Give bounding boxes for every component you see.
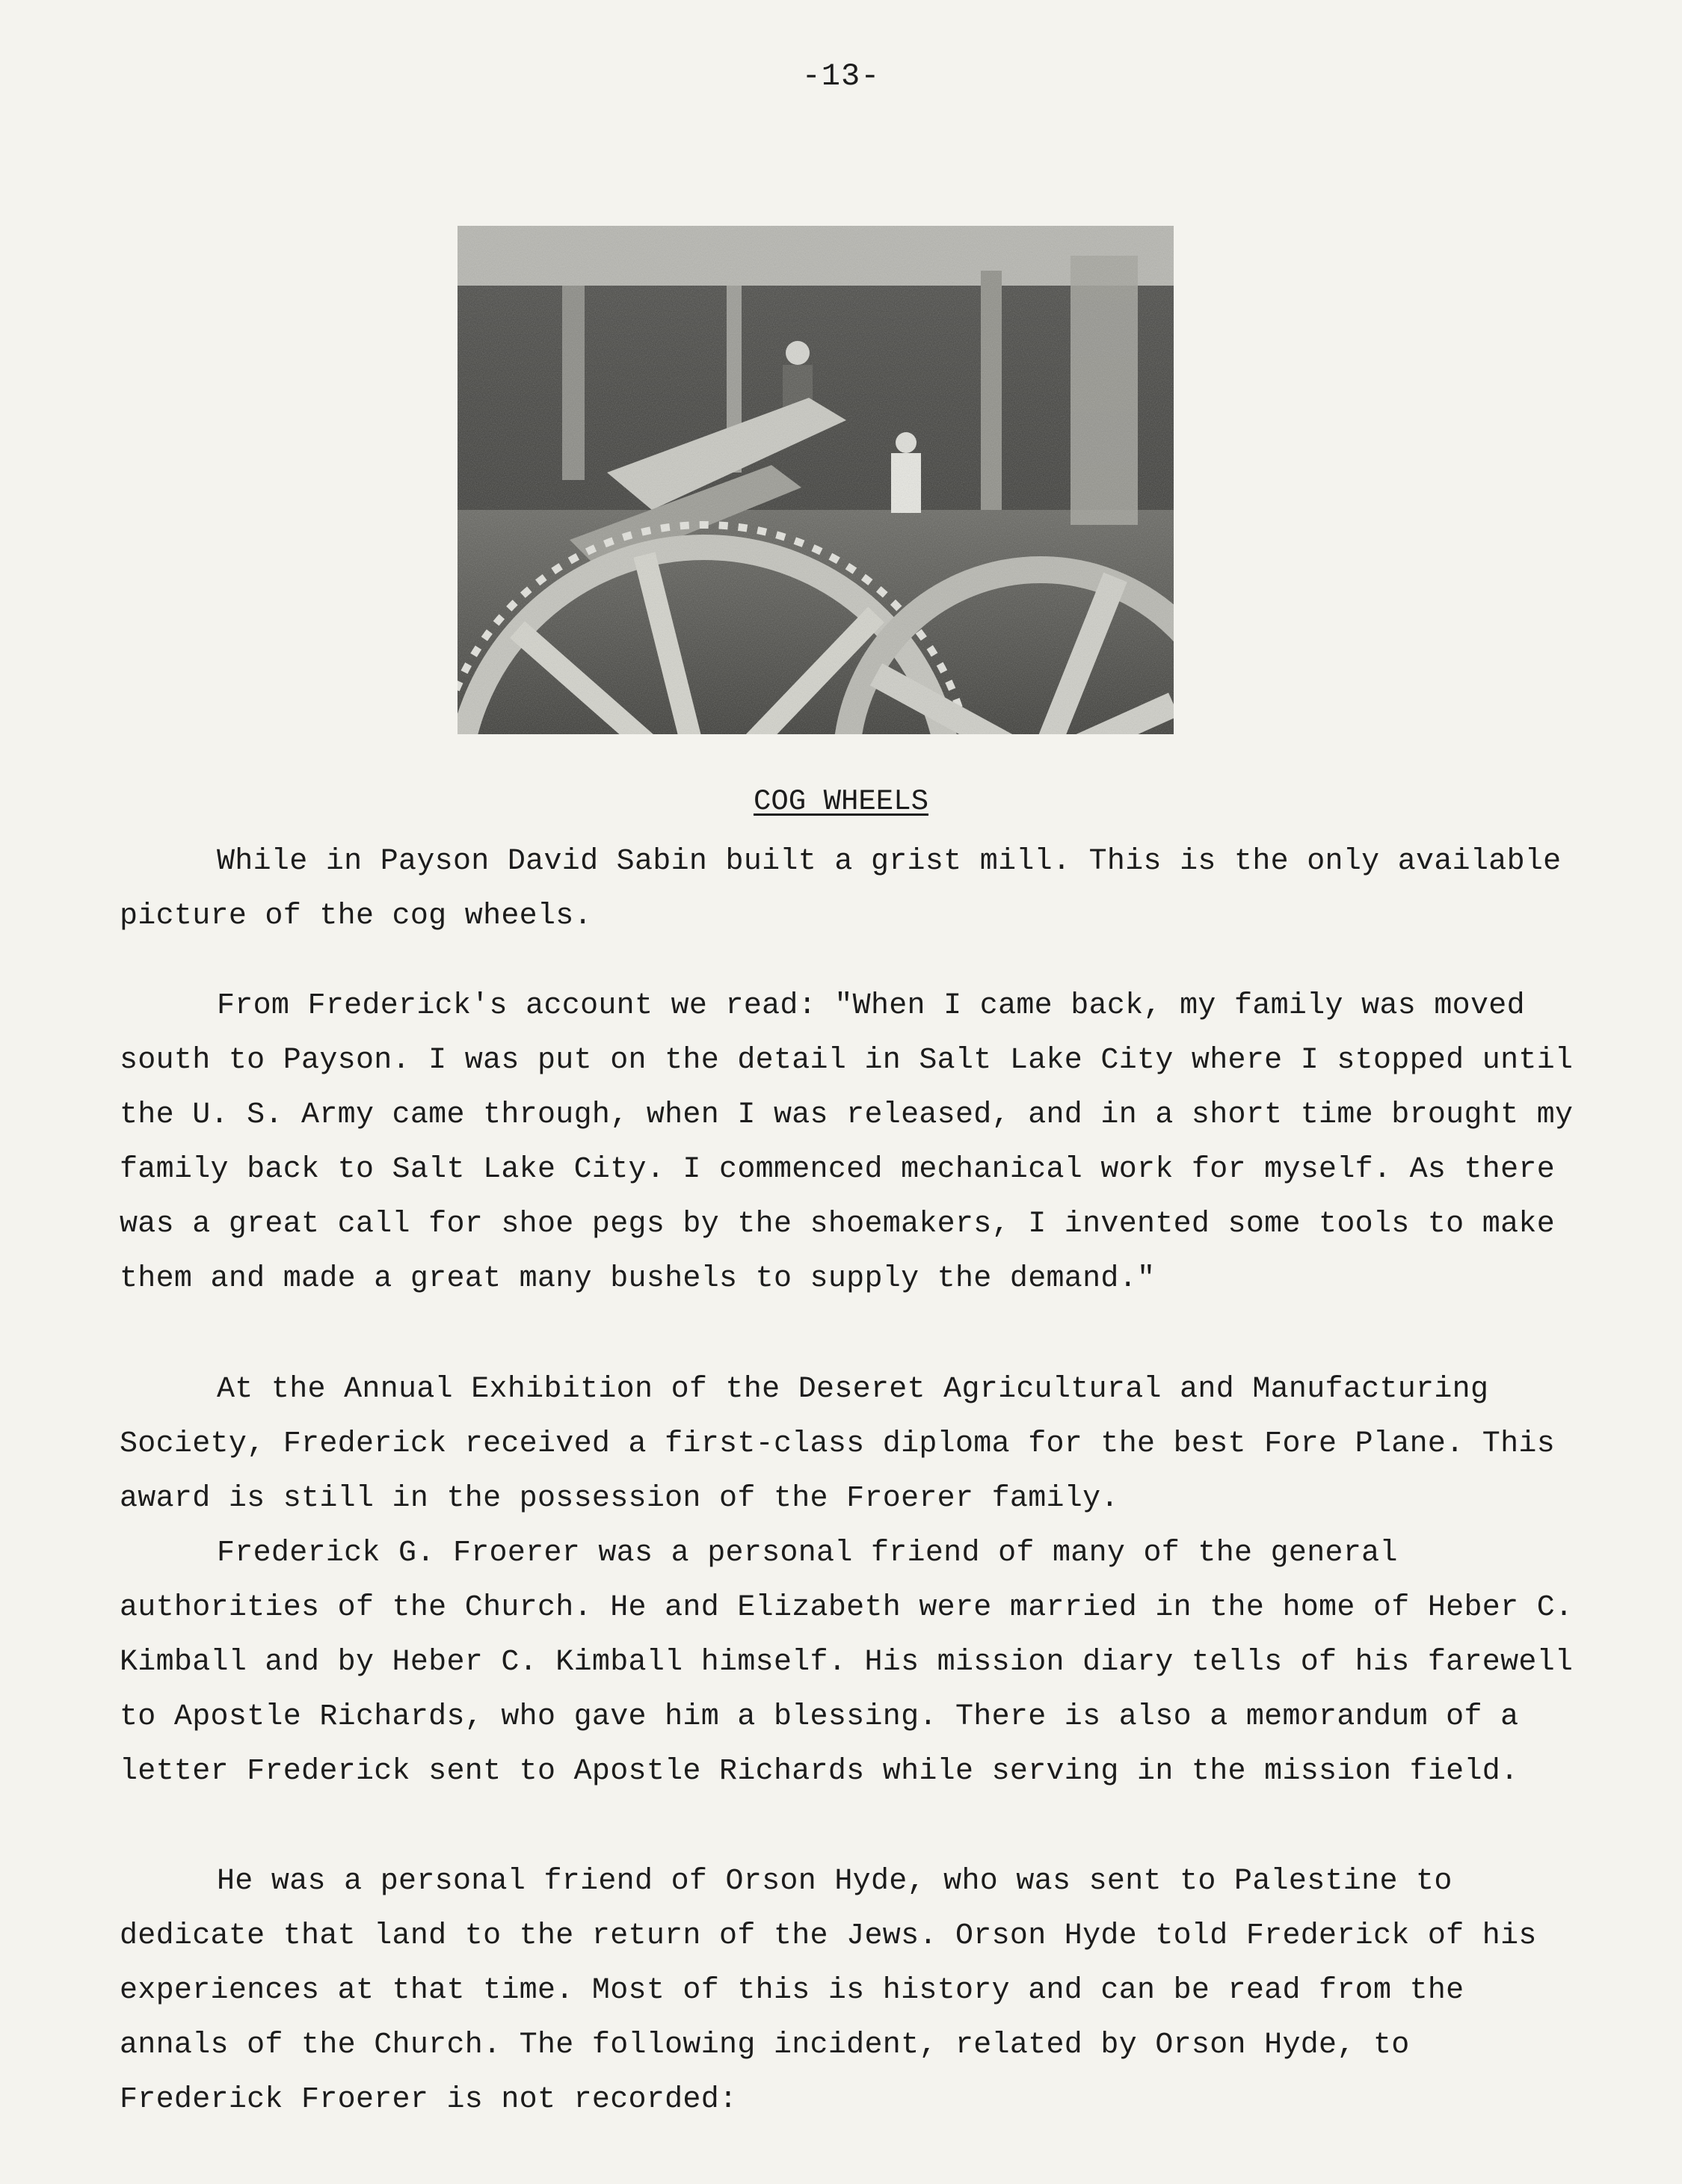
caption-text: COG WHEELS	[753, 785, 929, 818]
paragraph: While in Payson David Sabin built a grist mill. This is the only available picture of the cog wheels.	[120, 845, 1562, 933]
page-number: -13-	[801, 58, 881, 94]
cog-wheels-photo	[458, 226, 1174, 734]
paragraph: He was a personal friend of Orson Hyde, who was sent to Palestine to dedicate that land to the return of the Jews. Orson Hyde told Frederick of his experiences at that time. Most of this is history and can be read from the annals of the Church. The following incident, related by Orson Hyde, to Frederick Froerer is not recorded:	[120, 1865, 1537, 2117]
photo-drawing	[458, 226, 1174, 734]
photo-caption	[0, 785, 1682, 818]
paragraph: At the Annual Exhibition of the Deseret Agricultural and Manufacturing Society, Frederick received a first-class diploma for the best Fore Plane. This award is still in the possession of the Froerer family.	[120, 1373, 1556, 1516]
paragraph: Frederick G. Froerer was a personal friend of many of the general authorities of the Church. He and Elizabeth were married in the home of Heber C. Kimball and by Heber C. Kimball himself. His mission diary tells of his farewell to Apostle Richards, who gave him a blessing. There is also a memorandum of a letter Frederick sent to Apostle Richards while serving in the mission field.	[120, 1537, 1574, 1788]
paragraph: From Frederick's account we read: "When I came back, my family was moved south to Payson. I was put on the detail in Salt Lake City where I stopped until the U. S. Army came through, when I was released, and in a short time brought my family back to Salt Lake City. I commenced mechanical work for myself. As there was a great call for shoe pegs by the shoemakers, I invented some tools to make them and made a great many bushels to supply the demand."	[120, 989, 1574, 1296]
